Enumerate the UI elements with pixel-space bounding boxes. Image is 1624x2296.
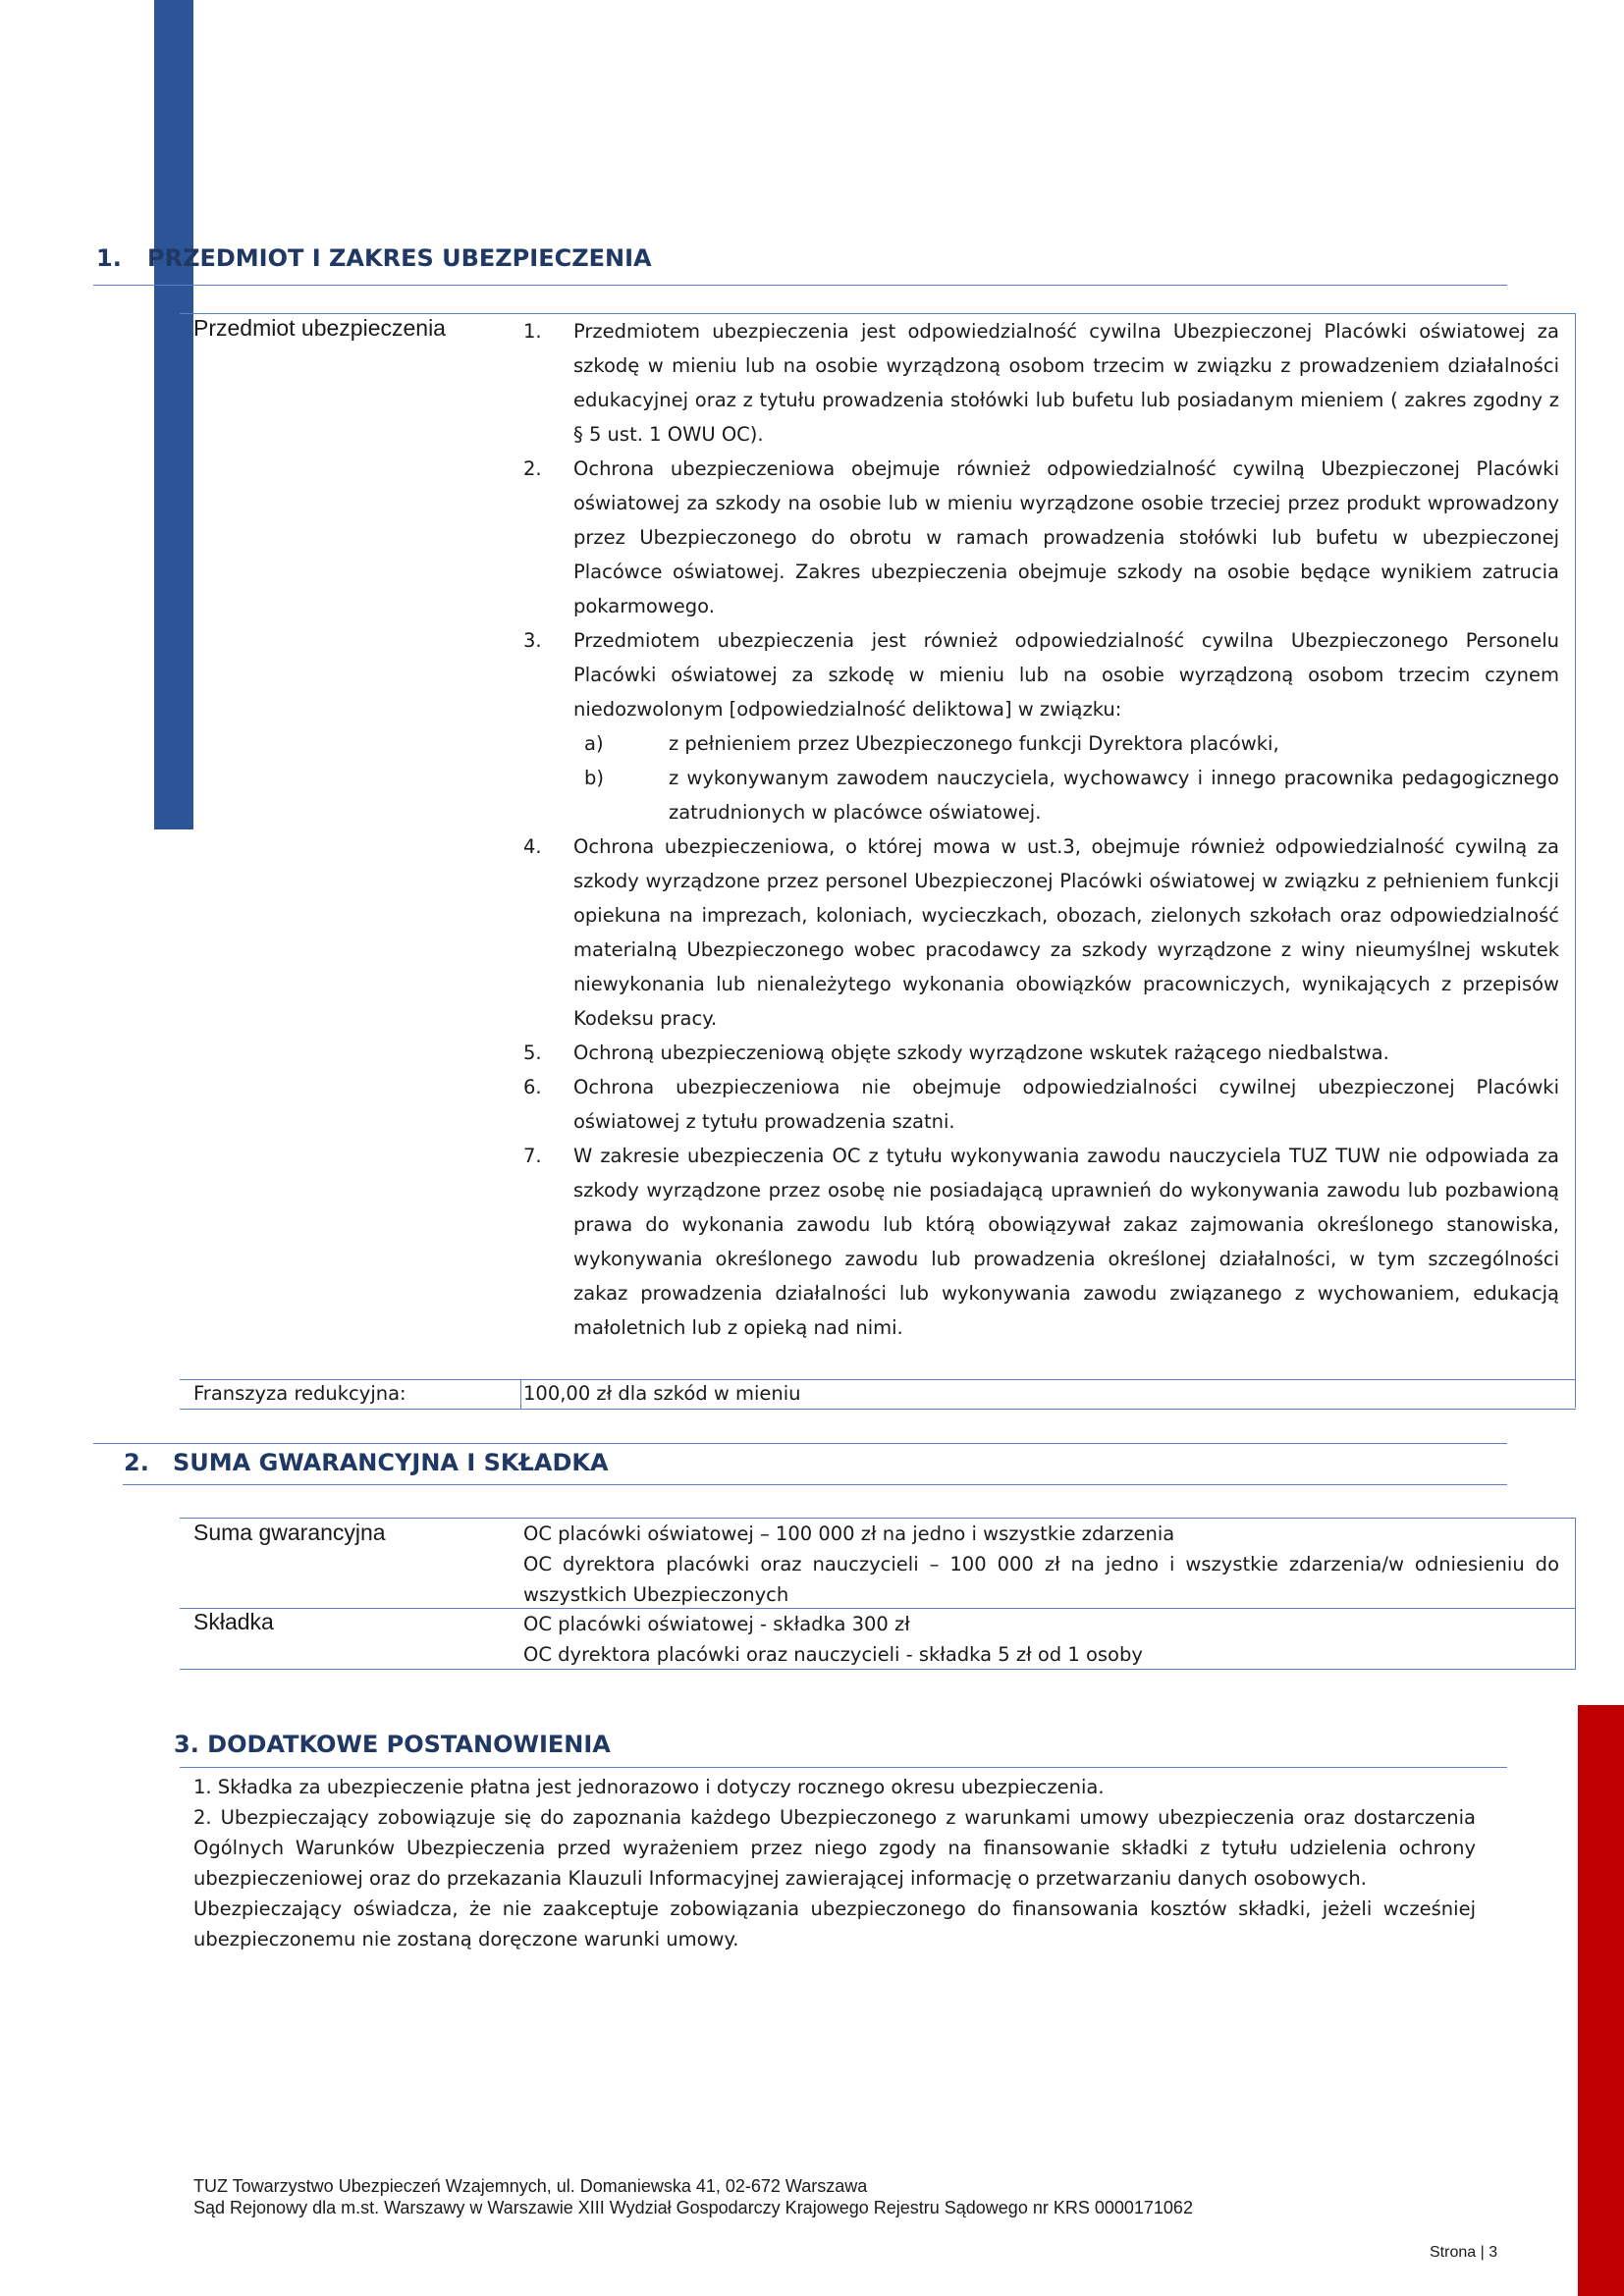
section2-heading (124, 1449, 609, 1476)
left-accent-bar (154, 0, 193, 829)
list-item: 5. Ochroną ubezpieczeniową objęte szkody wyrządzone wskutek rażącego niedbalstwa. (523, 1041, 1389, 1064)
section2-number: 2. (124, 1449, 149, 1476)
deductible-value: 100,00 zł dla szkód w mieniu (523, 1382, 801, 1405)
footer-line: TUZ Towarzystwo Ubezpieczeń Wzajemnych, ul. Domaniewska 41, 02-672 Warszawa (193, 2176, 868, 2196)
section2-rule-top (93, 1443, 1507, 1444)
section1-heading (96, 244, 652, 272)
premium-label: Składka (193, 1609, 274, 1634)
section3-paragraph: 1. Składka za ubezpieczenie płatna jest jednorazowo i dotyczy rocznego okresu ubezpieczenia. (193, 1776, 1105, 1798)
list-item: 2. Ochrona ubezpieczeniowa obejmuje również odpowiedzialność cywilną Ubezpieczonej Placówki oświatowej za szkody na osobie lub w mieniu wyrządzone osobie trzeciej przez produkt wprowadzony przez Ubezpieczonego do obrotu w ramach prowadzenia stołówki lub bufetu w ubezpieczonej Placówce oświatowej. Zakres ubezpieczenia obejmuje szkody na osobie będące wynikiem zatrucia pokarmowego. (523, 457, 1559, 617)
sum-value: OC placówki oświatowej – 100 000 zł na jedno i wszystkie zdarzenia OC dyrektora placówki oraz nauczycieli – 100 000 zł na jedno i wszystkie zdarzenia/w odniesieniu do wszystkich Ubezpieczonych (523, 1522, 1559, 1606)
sub-item: b) z wykonywanym zawodem nauczyciela, wychowawcy i innego pracownika pedagogicznego zatrudnionych w placówce oświatowej. (584, 767, 1559, 824)
section3-body (193, 1772, 1476, 1954)
subject-items-list (520, 314, 1559, 1345)
premium-value: OC placówki oświatowej - składka 300 zł OC dyrektora placówki oraz nauczycieli - składka 5 zł od 1 osoby (523, 1613, 1143, 1666)
subject-label: Przedmiot ubezpieczenia (193, 315, 446, 341)
table2-right-border (1575, 1518, 1576, 1669)
section1-rule (93, 285, 1507, 286)
section2-rule-bottom (123, 1484, 1507, 1485)
section3-paragraph: Ubezpieczający oświadcza, że nie zaakceptuje zobowiązania ubezpieczonego do finansowania kosztów składki, jeżeli wcześniej ubezpieczonemu nie zostaną doręczone warunki umowy. (193, 1897, 1476, 1950)
list-item: 7. W zakresie ubezpieczenia OC z tytułu wykonywania zawodu nauczyciela TUZ TUW nie odpowiada za szkody wyrządzone przez osobę nie posiadającą uprawnień do wykonywania zawodu lub pozbawioną prawa do wykonania zawodu lub którą obowiązywał zakaz zajmowania określonego stanowiska, wykonywania określonego zawodu lub prowadzenia określonej działalności, w tym szczególności zakaz prowadzenia działalności lub wykonywania zawodu związanego z wychowaniem, edukacją małoletnich lub z opieką nad nimi. (523, 1145, 1559, 1339)
list-item: 1. Przedmiotem ubezpieczenia jest odpowiedzialność cywilna Ubezpieczonej Placówki oświatowej za szkodę w mieniu lub na osobie wyrządzoną osobom trzecim w związku z prowadzeniem działalności edukacyjnej oraz z tytułu prowadzenia stołówki lub bufetu lub posiadanym mieniem ( zakres zgodny z § 5 ust. 1 OWU OC). (523, 320, 1559, 446)
table1-right-border (1575, 313, 1576, 1408)
list-item: 6. Ochrona ubezpieczeniowa nie obejmuje odpowiedzialności cywilnej ubezpieczonej Placówki oświatowej z tytułu prowadzenia szatni. (523, 1076, 1559, 1133)
page-number: Strona | 3 (1430, 2244, 1498, 2261)
footer-line: Sąd Rejonowy dla m.st. Warszawy w Warszawie XIII Wydział Gospodarczy Krajowego Rejestru Sądowego nr KRS 0000171062 (193, 2198, 1193, 2217)
table1-col-divider (520, 1379, 521, 1409)
sum-label: Suma gwarancyjna (193, 1520, 386, 1545)
sub-item: a) z pełnieniem przez Ubezpieczonego funkcji Dyrektora placówki, (584, 732, 1279, 755)
list-item: 4. Ochrona ubezpieczeniowa, o której mowa w ust.3, obejmuje również odpowiedzialność cywilną za szkody wyrządzone przez personel Ubezpieczonej Placówki oświatowej w związku z pełnieniem funkcji opiekuna na imprezach, koloniach, wycieczkach, obozach, zielonych szkołach oraz odpowiedzialność materialną Ubezpieczonego wobec pracodawcy za szkody wyrządzone z winy nieumyślnej wskutek niewykonania lub nienależytego wykonania obowiązków pracowniczych, wynikających z przepisów Kodeksu pracy. (523, 835, 1559, 1030)
list-item: 3. Przedmiotem ubezpieczenia jest również odpowiedzialność cywilna Ubezpieczonego Personelu Placówki oświatowej za szkodę w mieniu lub na osobie wyrządzoną osobom trzecim czynem niedozwolonym [odpowiedzialność deliktowa] w związku: a) z pełnieniem przez Ubezpieczonego funkcji Dyrektora placówki, b) z wykonywanym zawodem nauczyciela, wychowawcy i innego pracownika pedagogicznego zatrudnionych w placówce oświatowej. (520, 623, 1559, 829)
deductible-label: Franszyza redukcyjna: (193, 1382, 406, 1405)
section1-number: 1. (96, 244, 122, 272)
section3-rule (180, 1767, 1507, 1768)
section1-title: PRZEDMIOT I ZAKRES UBEZPIECZENIA (147, 244, 652, 272)
section3-title: 3. DODATKOWE POSTANOWIENIA (174, 1731, 611, 1758)
section2-title: SUMA GWARANCYJNA I SKŁADKA (173, 1449, 609, 1476)
section3-paragraph: 2. Ubezpieczający zobowiązuje się do zapoznania każdego Ubezpieczonego z warunkami umowy ubezpieczenia oraz dostarczenia Ogólnych Warunków Ubezpieczenia przed wyrażeniem przez niego zgody na finansowanie składki z tytułu udzielenia ochrony ubezpieczeniowej oraz do przekazania Klauzuli Informacyjnej zawierającej informację o przetwarzaniu danych osobowych. (193, 1806, 1476, 1890)
right-accent-bar (1578, 1705, 1624, 2296)
footer (193, 2175, 1193, 2218)
